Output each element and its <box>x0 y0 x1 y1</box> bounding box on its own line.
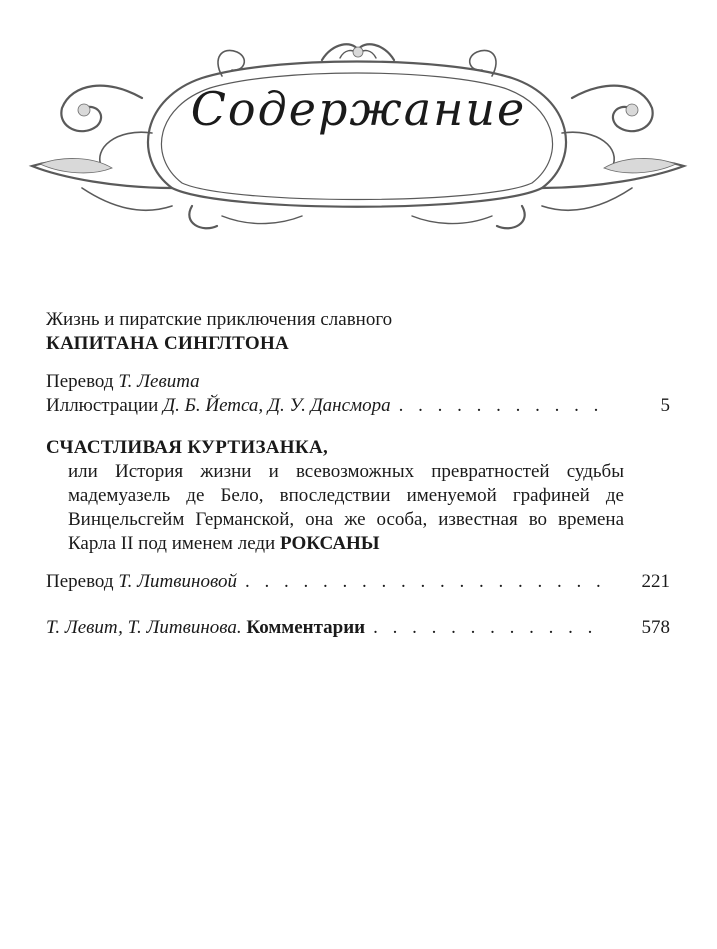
ornamental-cartouche-frame <box>22 38 694 238</box>
page-number: 5 <box>660 395 670 416</box>
page-number: 578 <box>641 617 670 638</box>
commentary-credit: Т. Левит, Т. Литвинова. Комментарии <box>46 617 366 638</box>
illustrators-names: Д. Б. Йетса, Д. У. Дансмора <box>163 395 391 416</box>
work-intro: Жизнь и пиратские приключения славного <box>46 309 393 330</box>
translator-name: Т. Литвиновой <box>118 571 237 592</box>
contents-heading: Содержание <box>190 82 527 136</box>
illustrations-prefix: Иллюстрации <box>46 395 159 416</box>
leader-dots <box>245 570 608 594</box>
table-of-contents <box>46 308 670 640</box>
translation-credit <box>46 570 237 594</box>
work-subtitle-text: или История жизни и всевозможных превратностей судьбы мадемуазель де Бело, впоследствии именуемой графиней де Винцельсгейм Германской, она же особа, известная во времена Карла II под именем леди <box>68 461 624 554</box>
commentary-authors: Т. Левит, Т. Литвинова <box>46 617 237 638</box>
work-subtitle-name: РОКСАНЫ <box>279 533 380 554</box>
leader-dots <box>373 616 608 640</box>
translation-credit <box>46 370 670 394</box>
work-subtitle <box>46 460 624 556</box>
translator-name: Т. Левита <box>118 371 200 392</box>
translation-prefix: Перевод <box>46 371 114 392</box>
toc-entry-commentary[interactable] <box>46 616 670 640</box>
commentary-label: Комментарии <box>246 617 366 638</box>
toc-entry-illustrations[interactable] <box>46 394 670 418</box>
work-title: СЧАСТЛИВАЯ КУРТИЗАНКА, <box>46 437 329 458</box>
translation-prefix: Перевод <box>46 571 114 592</box>
illustrations-credit <box>46 394 391 418</box>
work-title: КАПИТАНА СИНГЛТОНА <box>46 333 290 354</box>
leader-dots <box>399 394 608 418</box>
page-number: 221 <box>641 571 670 592</box>
toc-entry-translation[interactable] <box>46 570 670 594</box>
